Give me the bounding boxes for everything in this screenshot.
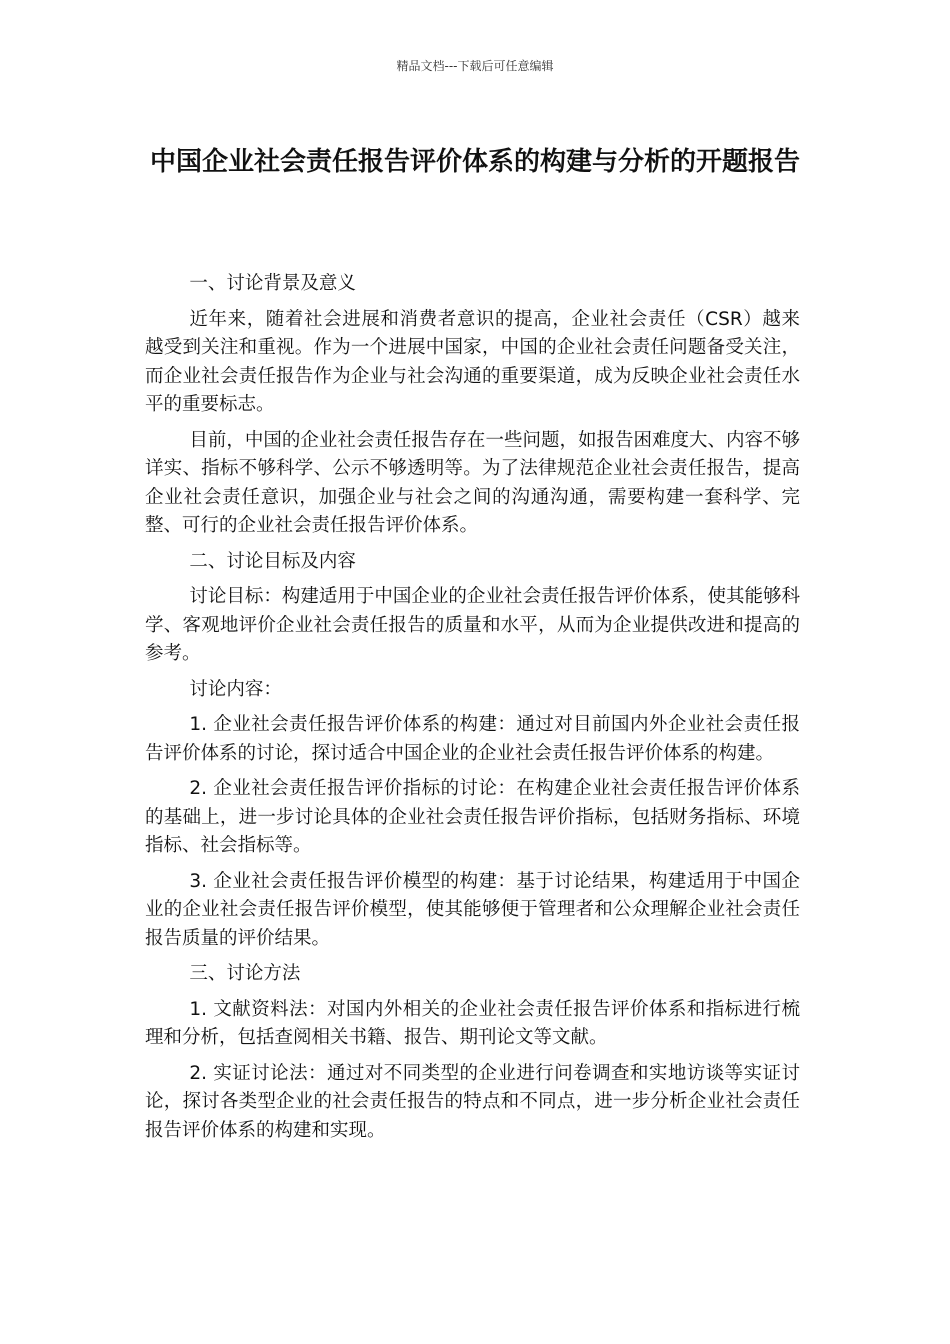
- paragraph-background-2: 目前，中国的企业社会责任报告存在一些问题，如报告困难度大、内容不够详实、指标不够科学、公示不够透明等。为了法律规范企业社会责任报告，提高企业社会责任意识，加强企业与社会之间的沟通沟通，需要构建一套科学、完整、可行的企业社会责任报告评价体系。: [145, 429, 800, 536]
- paragraph-background-1: 近年来，随着社会进展和消费者意识的提高，企业社会责任（CSR）越来越受到关注和重视。作为一个进展中国家，中国的企业社会责任问题备受关注，而企业社会责任报告作为企业与社会沟通的重要渠道，成为反映企业社会责任水平的重要标志。: [145, 308, 800, 415]
- paragraph-goal: 讨论目标：构建适用于中国企业的企业社会责任报告评价体系，使其能够科学、客观地评价企业社会责任报告的质量和水平，从而为企业提供改进和提高的参考。: [145, 586, 800, 664]
- content-item-3: 3. 企业社会责任报告评价模型的构建：基于讨论结果，构建适用于中国企业的企业社会责任报告评价模型，使其能够便于管理者和公众理解企业社会责任报告质量的评价结果。: [145, 870, 800, 949]
- section-heading-goals: 二、讨论目标及内容: [189, 550, 356, 572]
- content-item-2: 2. 企业社会责任报告评价指标的讨论：在构建企业社会责任报告评价体系的基础上，进一步讨论具体的企业社会责任报告评价指标，包括财务指标、环境指标、社会指标等。: [145, 778, 800, 856]
- header-note: 精品文档---下载后可任意编辑: [396, 59, 554, 73]
- document-body: [145, 270, 800, 1152]
- content-label: 讨论内容：: [189, 678, 282, 700]
- content-item-1: 1. 企业社会责任报告评价体系的构建：通过对目前国内外企业社会责任报告评价体系的讨论，探讨适合中国企业的企业社会责任报告评价体系的构建。: [145, 714, 800, 764]
- method-item-2: 2. 实证讨论法：通过对不同类型的企业进行问卷调查和实地访谈等实证讨论，探讨各类型企业的社会责任报告的特点和不同点，进一步分析企业社会责任报告评价体系的构建和实现。: [145, 1062, 800, 1141]
- section-heading-methods: 三、讨论方法: [189, 963, 301, 984]
- method-item-1: 1. 文献资料法：对国内外相关的企业社会责任报告评价体系和指标进行梳理和分析，包括查阅相关书籍、报告、期刊论文等文献。: [145, 998, 800, 1048]
- section-heading-background: 一、讨论背景及意义: [189, 273, 356, 294]
- document-title: 中国企业社会责任报告评价体系的构建与分析的开题报告: [149, 147, 800, 177]
